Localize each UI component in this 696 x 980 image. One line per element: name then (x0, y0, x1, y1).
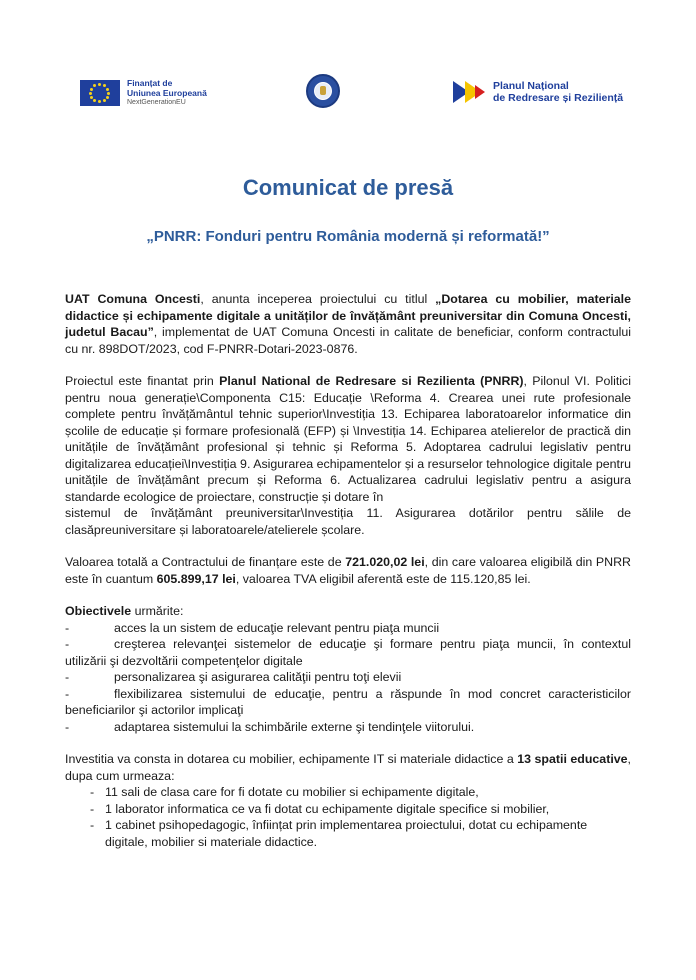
total-value: 721.020,02 lei (345, 555, 425, 569)
investment-intro (65, 751, 631, 784)
project-title: „Dotarea cu mobilier, materiale didactice și echipamente digitale a unităților de învățământ preuniversitar din Comuna Oncesti, judetul Bacau” (65, 292, 631, 339)
investment-section (65, 751, 631, 850)
investment-text-2: , dupa cum urmeaza: (65, 752, 631, 783)
eligible-value: 605.899,17 lei (156, 571, 236, 586)
investment-item (65, 817, 631, 850)
investment-item-text: 1 laborator informatica ce va fi dotat cu echipamente digitale specifice si mobilier, (105, 801, 550, 816)
objective-text: creşterea relevanţei sistemelor de educaţie şi formare pentru piaţa muncii, în contextul utilizării şi dezvoltării competenţelor digitale (65, 637, 631, 668)
eu-logo-line2: Uniunea Europeană (127, 88, 207, 98)
dash-marker: - (90, 801, 95, 816)
objective-item (65, 669, 631, 686)
intro-paragraph (65, 291, 631, 357)
objectives-heading-bold: Obiectivele (65, 604, 132, 618)
dash-marker: - (65, 686, 70, 701)
pnrr-arrows-icon (453, 81, 489, 103)
objectives-heading-rest: urmărite: (131, 604, 184, 618)
objective-text: adaptarea sistemului la schimbările externe şi tendinţele viitorului. (114, 719, 475, 734)
romanian-government-seal-icon (306, 74, 340, 108)
eu-logo-line1: Finanțat de (127, 78, 173, 88)
dash-marker: - (90, 785, 95, 799)
objective-item (65, 686, 631, 719)
dash-marker: - (65, 670, 70, 684)
dash-marker: - (90, 818, 95, 832)
pnrr-name: Planul National de Redresare si Rezilienta (PNRR) (219, 374, 524, 388)
intro-text: , anunta inceperea proiectului cu titlul (200, 292, 436, 306)
pnrr-logo-line1: Planul Național (493, 80, 569, 92)
beneficiary-name: UAT Comuna Oncesti (65, 292, 201, 306)
value-paragraph (65, 554, 631, 587)
dash-marker: - (65, 620, 70, 635)
page-subtitle: „PNRR: Fonduri pentru România modernă și reformată!” (146, 228, 550, 245)
page-title: Comunicat de presă (242, 175, 454, 200)
eu-funding-logo (80, 78, 207, 108)
dash-marker: - (65, 719, 70, 734)
spaces-count: 13 spatii educative (517, 752, 628, 766)
funding-paragraph (65, 373, 631, 538)
press-release-body (65, 291, 631, 850)
investment-text-1: Investitia va consta in dotarea cu mobilier, echipamente IT si materiale didactice a (65, 752, 518, 766)
funding-text-end: sistemul de învățământ preuniversitar\Investiția 11. Asigurarea dotărilor pentru sălile de clasăpreuniversitare și laboratoarele/atelierele școlare. (65, 506, 631, 537)
funding-text-start: Proiectul este finantat prin (65, 374, 220, 388)
dash-marker: - (65, 637, 70, 651)
eu-flag-icon (80, 80, 120, 106)
objective-item (65, 620, 631, 637)
eu-logo-line3: NextGenerationEU (127, 99, 186, 106)
investment-item-text: 11 sali de clasa care for fi dotate cu mobilier si echipamente digitale, (105, 785, 479, 799)
pnrr-logo-line2: de Redresare și Reziliență (493, 92, 624, 104)
objectives-heading (65, 603, 631, 620)
objective-text: acces la un sistem de educaţie relevant pentru piaţa muncii (114, 620, 440, 635)
objective-text: flexibilizarea sistemului de educaţie, pentru a răspunde în mod concret caracteristicilor beneficiarilor şi actorilor implicaţi (65, 686, 631, 717)
value-text-3: , valoarea TVA eligibil aferentă este de 115.120,85 lei. (235, 571, 531, 586)
intro-contract-text: , implementat de UAT Comuna Oncesti in calitate de beneficiar, conform contractului cu nr. 898DOT/2023, cod F-PNRR-Dotari-2023-0876. (65, 325, 631, 356)
logo-header (0, 70, 696, 120)
objective-text: personalizarea şi asigurarea calităţii pentru toţi elevii (114, 670, 402, 684)
investment-item (65, 801, 631, 818)
investment-item-text: 1 cabinet psihopedagogic, înființat prin implementarea proiectului, dotat cu echipamente digitale, mobilier si materiale didactice. (105, 818, 588, 849)
objectives-list (65, 620, 631, 736)
objectives-section (65, 603, 631, 735)
objective-item (65, 719, 631, 736)
funding-text-body: , Pilonul VI. Politici pentru noua generație\Componenta C15: Educație \Reforma 4. Crearea unei rute profesionale complete pentru învățământul tehnic superior\Investiția 13. Echiparea laboratoarelor informatice din școlile de educație și formare profesională (EFP) și \Investiția 14. Echiparea atelierelor de practică din unitățile de învățământ profesional și tehnic și Reforma 5. Adoptarea cadrului legislativ pentru digitalizarea educației\Investiția 9. Asigurarea echipamentelor și a resurselor tehnologice digitale pentru unitățile de învățământ precum și Reforma 6. Actualizarea cadrului legislativ pentru a asigura standarde ecologice de proiectare, construcție și dotare în (65, 374, 631, 504)
investment-list (65, 784, 631, 850)
pnrr-logo (453, 80, 623, 104)
investment-item (65, 784, 631, 801)
value-text-2: , din care valoarea eligibilă din PNRR este în cuantum (65, 555, 631, 586)
objective-item (65, 636, 631, 669)
value-text-1: Valoarea totală a Contractului de finanțare este de (65, 555, 346, 569)
